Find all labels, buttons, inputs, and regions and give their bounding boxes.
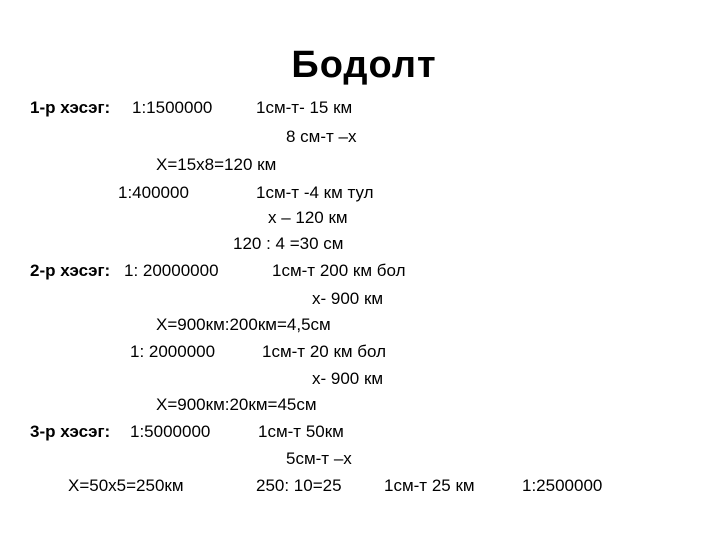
part3-rel1b: 5см-т –х bbox=[286, 449, 352, 468]
part1-rel2b: х – 120 км bbox=[268, 208, 348, 227]
part2-calc1: Х=900км:200км=4,5см bbox=[156, 315, 331, 334]
part1-rel1b: 8 см-т –х bbox=[286, 127, 357, 146]
part3-rel2: 1см-т 25 км bbox=[384, 476, 475, 495]
part1-scale1: 1:1500000 bbox=[132, 98, 213, 117]
part2-scale1: 1: 20000000 bbox=[124, 261, 219, 280]
part3-rel1: 1см-т 50км bbox=[258, 422, 344, 441]
part2-rel2b: х- 900 км bbox=[312, 369, 384, 388]
part2-rel2: 1см-т 20 км бол bbox=[262, 342, 387, 361]
part2-rel1: 1см-т 200 км бол bbox=[272, 261, 406, 280]
part1-label: 1-р хэсэг: bbox=[30, 98, 111, 117]
page-title: Бодолт bbox=[291, 44, 437, 86]
part3-scale1: 1:5000000 bbox=[130, 422, 211, 441]
part1-calc2: 120 : 4 =30 см bbox=[233, 234, 344, 253]
part3-calc1: Х=50х5=250км bbox=[68, 476, 184, 495]
part1-rel2: 1см-т -4 км тул bbox=[256, 183, 374, 202]
part3-label: 3-р хэсэг: bbox=[30, 422, 111, 441]
part2-label: 2-р хэсэг: bbox=[30, 261, 111, 280]
part3-calc2: 250: 10=25 bbox=[256, 476, 342, 495]
part2-scale2: 1: 2000000 bbox=[130, 342, 216, 361]
part2-calc2: Х=900км:20км=45см bbox=[156, 395, 317, 414]
part1-calc1: Х=15х8=120 км bbox=[156, 155, 277, 174]
part1-scale2: 1:400000 bbox=[118, 183, 189, 202]
part3-scale2: 1:2500000 bbox=[522, 476, 603, 495]
part1-rel1: 1см-т- 15 км bbox=[256, 98, 353, 117]
part2-rel1b: х- 900 км bbox=[312, 289, 384, 308]
